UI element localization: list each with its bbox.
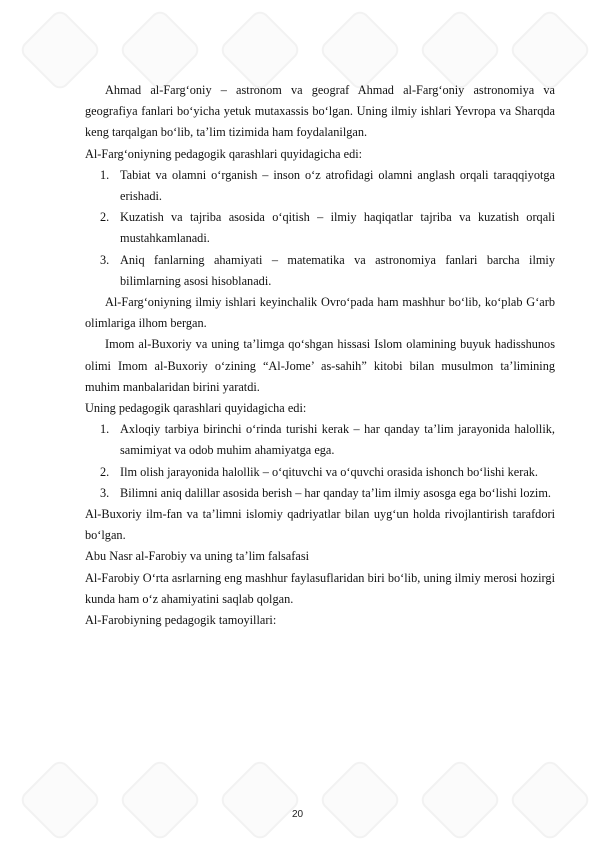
paragraph-al-bukhari-summary: Al-Buxoriy ilm-fan va ta’limni islomiy qadriyatlar bilan uyg‘un holda rivojlantirish tarafdori bo‘lgan.	[85, 507, 555, 543]
list-item-number: 3.	[100, 485, 110, 500]
list-item	[85, 250, 555, 292]
list-item-number: 1.	[100, 422, 110, 437]
paragraph-al-farabi-intro: Al-Farobiy O‘rta asrlarning eng mashhur faylasuflaridan biri bo‘lib, uning ilmiy merosi hozirgi kunda ham o‘z ahamiyatini saqlab qolgan.	[85, 570, 555, 606]
list-item	[85, 207, 555, 249]
list-item-text: Bilimni aniq dalillar asosida berish – har qanday ta’lim ilmiy asosga ega bo‘lishi lozim.	[120, 485, 551, 500]
paragraph-al-bukhari-intro: Imom al-Buxoriy va uning ta’limga qo‘shgan hissasi Islom olamining buyuk hadisshunos olimi Imom al-Buxoriy o‘zining “Al-Jome’ as-sahih” kitobi bilan musulmon ta’limining muhim manbalaridan birini yaratdi.	[85, 337, 555, 394]
list-item	[85, 419, 555, 461]
paragraph-al-farabi-principles-heading: Al-Farobiyning pedagogik tamoyillari:	[85, 613, 277, 628]
list-al-bukhari-views	[85, 419, 555, 504]
paragraph-al-bukhari-views-heading: Uning pedagogik qarashlari quyidagicha edi:	[85, 401, 307, 416]
list-item	[85, 165, 555, 207]
list-item-text: Axloqiy tarbiya birinchi o‘rinda turishi kerak – har qanday ta’lim jarayonida halollik, samimiyat va odob muhim ahamiyatga ega.	[120, 422, 555, 458]
list-item-number: 1.	[100, 167, 110, 182]
list-item-text: Kuzatish va tajriba asosida o‘qitish – ilmiy haqiqatlar tajriba va kuzatish orqali mustahkamlanadi.	[120, 210, 555, 246]
paragraph-al-farghoniy-views-heading: Al-Farg‘oniyning pedagogik qarashlari quyidagicha edi:	[85, 146, 363, 161]
paragraph-al-farghoniy-legacy: Al-Farg‘oniyning ilmiy ishlari keyinchalik Ovro‘pada ham mashhur bo‘lib, ko‘plab G‘arb olimlariga ilhom bergan.	[85, 295, 555, 331]
list-item-number: 3.	[100, 252, 110, 267]
list-item	[85, 483, 555, 504]
list-item-text: Tabiat va olamni o‘rganish – inson o‘z atrofidagi olamni anglash orqali taraqqiyotga erishadi.	[120, 167, 555, 204]
list-item-number: 2.	[100, 210, 110, 225]
list-al-farghoniy-views	[85, 165, 555, 292]
page-number: 20	[291, 809, 304, 820]
list-item-text: Aniq fanlarning ahamiyati – matematika va astronomiya fanlari barcha ilmiy bilimlarning asosi hisoblanadi.	[120, 252, 555, 288]
list-item-text: Ilm olish jarayonida halollik – o‘qituvchi va o‘quvchi orasida ishonch bo‘lishi kerak.	[120, 464, 539, 479]
page-content	[85, 80, 555, 631]
paragraph-al-farghoniy-intro: Ahmad al-Farg‘oniy – astronom va geograf Ahmad al-Farg‘oniy astronomiya va geografiya fanlari bo‘yicha yetuk mutaxassis bo‘lgan. Uning ilmiy ishlari Yevropa va Sharqda keng tarqalgan bo‘lib, ta’lim tizimida ham foydalanilgan.	[85, 83, 555, 140]
list-item	[85, 462, 555, 483]
list-item-number: 2.	[100, 464, 110, 479]
section-heading-al-farabi: Abu Nasr al-Farobiy va uning ta’lim falsafasi	[85, 549, 310, 564]
